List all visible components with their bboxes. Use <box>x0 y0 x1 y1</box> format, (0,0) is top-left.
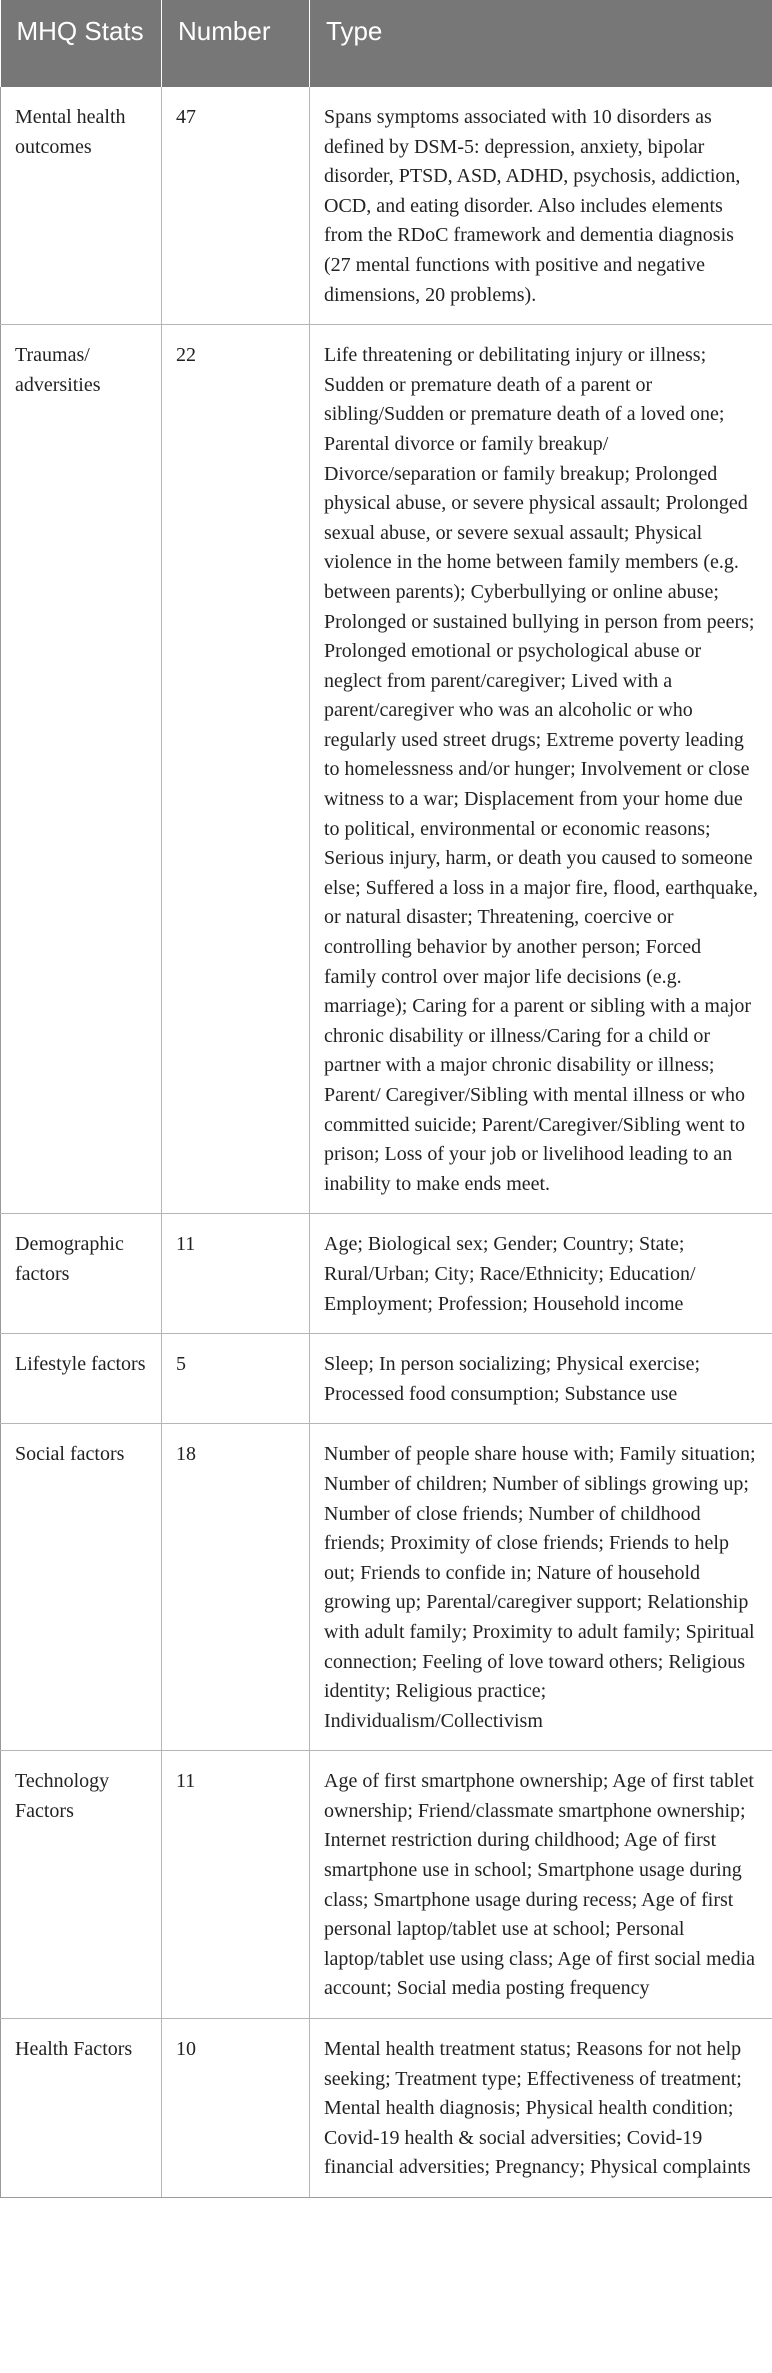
type-cell: Number of people share house with; Family situation; Number of children; Number of siblings growing up; Number of close friends; Number of childhood friends; Proximity of close friends; Friends to help out; Friends to confide in; Nature of household growing up; Parental/caregiver support; Relationship with adult family; Proximity to adult family; Spiritual connection; Feeling of love toward others; Religious identity; Religious practice; Individualism/Collectivism <box>310 1424 772 1751</box>
type-cell: Spans symptoms associated with 10 disorders as defined by DSM-5: depression, anxiety, bipolar disorder, PTSD, ASD, ADHD, psychosis, addiction, OCD, and eating disorder. Also includes elements from the RDoC framework and dementia diagnosis (27 mental functions with positive and negative dimensions, 20 problems). <box>310 87 772 325</box>
table-row <box>1 2019 772 2198</box>
table-row <box>1 1751 772 2019</box>
table-row <box>1 1214 772 1334</box>
header-number: Number <box>162 0 310 87</box>
type-cell: Age of first smartphone ownership; Age of first tablet ownership; Friend/classmate smartphone ownership; Internet restriction during childhood; Age of first smartphone use in school; Smartphone usage during class; Smartphone usage during recess; Age of first personal laptop/tablet use at school; Personal laptop/tablet use using class; Age of first social media account; Social media posting frequency <box>310 1751 772 2019</box>
type-cell: Age; Biological sex; Gender; Country; State; Rural/Urban; City; Race/Ethnicity; Education/ Employment; Profession; Household income <box>310 1214 772 1334</box>
stat-cell: Mental health outcomes <box>1 87 162 325</box>
stat-cell: Health Factors <box>1 2019 162 2198</box>
number-cell: 18 <box>162 1424 310 1751</box>
number-cell: 22 <box>162 325 310 1214</box>
number-cell: 11 <box>162 1751 310 2019</box>
header-mhq-stats: MHQ Stats <box>1 0 162 87</box>
table-body <box>1 87 772 2198</box>
table-row <box>1 1424 772 1751</box>
type-cell: Life threatening or debilitating injury or illness; Sudden or premature death of a parent or sibling/Sudden or premature death of a loved one; Parental divorce or family breakup/ Divorce/separation or family breakup; Prolonged physical abuse, or severe physical assault; Prolonged sexual abuse, or severe sexual assault; Physical violence in the home between family members (e.g. between parents); Cyberbullying or online abuse; Prolonged or sustained bullying in person from peers; Prolonged emotional or psychological abuse or neglect from parent/caregiver; Lived with a parent/caregiver who was an alcoholic or who regularly used street drugs; Extreme poverty leading to homelessness and/or hunger; Involvement or close witness to a war; Displacement from your home due to political, environmental or economic reasons; Serious injury, harm, or death you caused to someone else; Suffered a loss in a major fire, flood, earthquake, or natural disaster; Threatening, coercive or controlling behavior by another person; Forced family control over major life decisions (e.g. marriage); Caring for a parent or sibling with a major chronic disability or illness/Caring for a child or partner with a major chronic disability or illness; Parent/ Caregiver/Sibling with mental illness or who committed suicide; Parent/Caregiver/Sibling went to prison; Loss of your job or livelihood leading to an inability to make ends meet. <box>310 325 772 1214</box>
type-cell: Sleep; In person socializing; Physical exercise; Processed food consumption; Substance use <box>310 1334 772 1424</box>
table-row <box>1 87 772 325</box>
header-row <box>1 0 772 87</box>
stat-cell: Traumas/ adversities <box>1 325 162 1214</box>
stat-cell: Social factors <box>1 1424 162 1751</box>
number-cell: 11 <box>162 1214 310 1334</box>
number-cell: 10 <box>162 2019 310 2198</box>
stat-cell: Lifestyle factors <box>1 1334 162 1424</box>
number-cell: 5 <box>162 1334 310 1424</box>
type-cell: Mental health treatment status; Reasons for not help seeking; Treatment type; Effectiveness of treatment; Mental health diagnosis; Physical health condition; Covid-19 health & social adversities; Covid-19 financial adversities; Pregnancy; Physical complaints <box>310 2019 772 2198</box>
stat-cell: Technology Factors <box>1 1751 162 2019</box>
table-row <box>1 325 772 1214</box>
number-cell: 47 <box>162 87 310 325</box>
stat-cell: Demographic factors <box>1 1214 162 1334</box>
header-type: Type <box>310 0 772 87</box>
table-header <box>1 0 772 87</box>
table-row <box>1 1334 772 1424</box>
